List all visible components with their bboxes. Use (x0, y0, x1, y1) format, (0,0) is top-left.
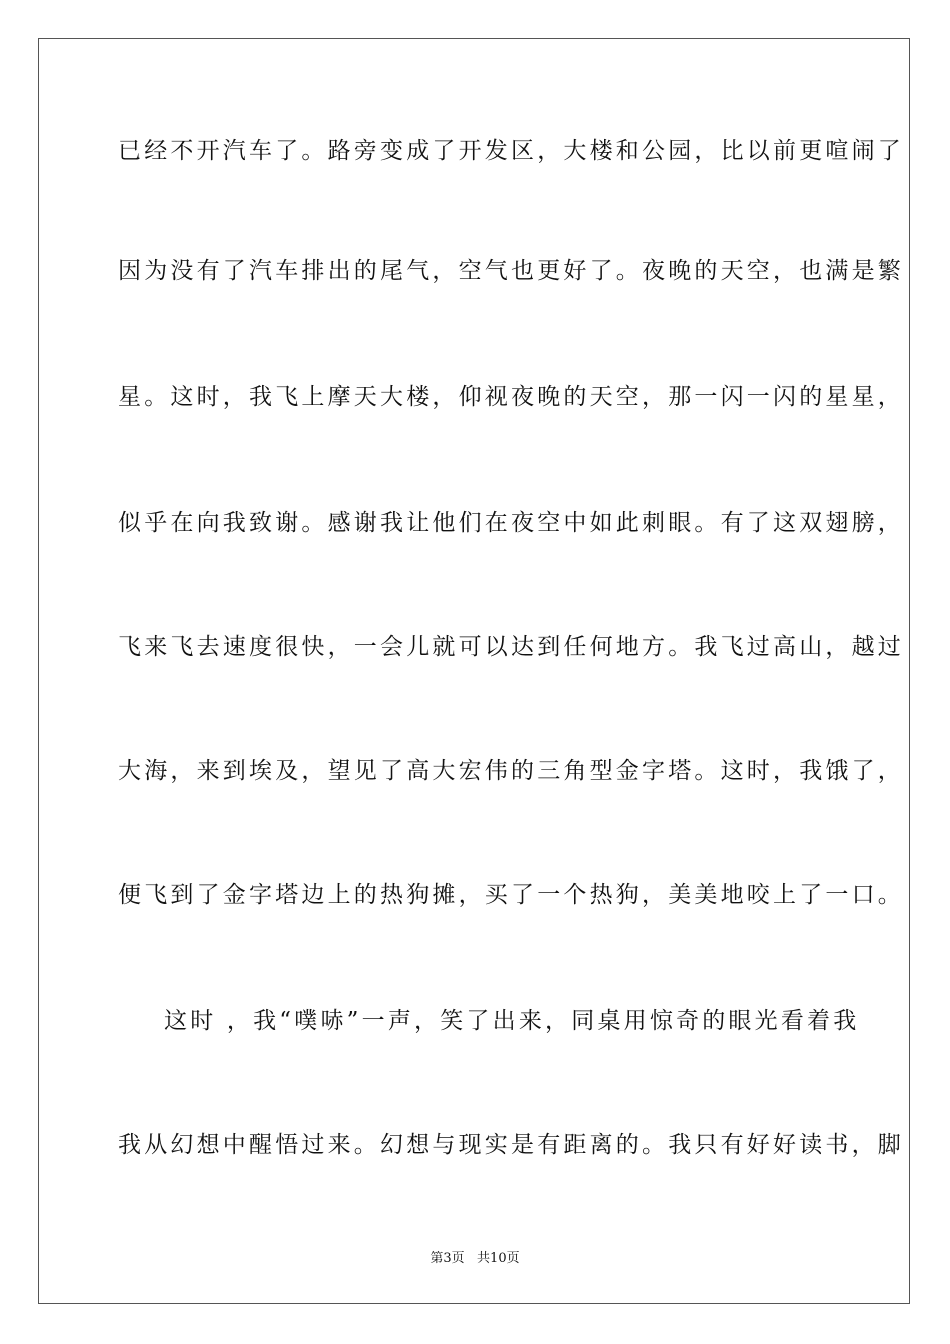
text-line-5: 飞来飞去速度很快，一会儿就可以达到任何地方。我飞过高山，越过 (118, 634, 904, 660)
text-line-8-paragraph-start: 这时 ，我“噗哧”一声，笑了出来，同桌用惊奇的眼光看着我 (164, 1008, 860, 1034)
text-line-2: 因为没有了汽车排出的尾气，空气也更好了。夜晚的天空，也满是繁 (118, 258, 904, 284)
text-line-3: 星。这时，我飞上摩天大楼，仰视夜晚的天空，那一闪一闪的星星， (118, 384, 904, 410)
page-number-footer: 第3页 共10页 (430, 1251, 520, 1266)
text-line-9: 我从幻想中醒悟过来。幻想与现实是有距离的。我只有好好读书，脚 (118, 1132, 904, 1158)
text-line-6: 大海，来到埃及，望见了高大宏伟的三角型金字塔。这时，我饿了， (118, 758, 904, 784)
text-line-4: 似乎在向我致谢。感谢我让他们在夜空中如此刺眼。有了这双翅膀， (118, 510, 904, 536)
text-line-7: 便飞到了金字塔边上的热狗摊，买了一个热狗，美美地咬上了一口。 (118, 882, 904, 908)
text-line-1: 已经不开汽车了。路旁变成了开发区，大楼和公园，比以前更喧闹了 (118, 138, 904, 164)
page-border (38, 38, 910, 1304)
